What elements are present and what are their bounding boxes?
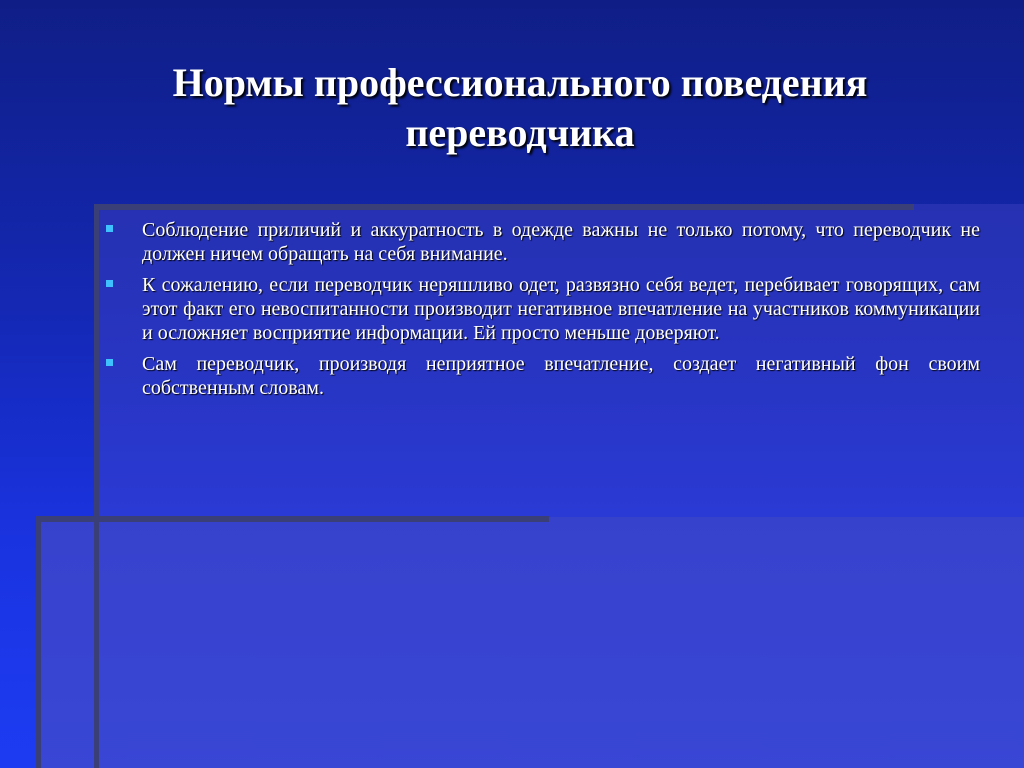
square-bullet-icon	[106, 225, 113, 232]
list-item-text: Сам переводчик, производя неприятное впечатление, создает негативный фон своим собственным словам.	[142, 353, 980, 399]
list-item-text: К сожалению, если переводчик неряшливо одет, развязно себя ведет, перебивает говорящих, сам этот факт его невоспитанности производит негативное впечатление на участников коммуникации и осложняет восприятие информации. Ей просто меньше доверяют.	[142, 274, 980, 344]
decorative-panel-edge	[36, 516, 549, 522]
list-item-text: Соблюдение приличий и аккуратность в одежде важны не только потому, что переводчик не должен ничем обращать на себя внимание.	[142, 219, 980, 265]
decorative-panel-edge	[36, 516, 41, 768]
decorative-panel-edge	[94, 204, 914, 210]
decorative-panel-edge	[94, 204, 99, 768]
bullet-list	[104, 218, 980, 407]
square-bullet-icon	[106, 280, 113, 287]
decorative-panel-lower	[36, 517, 1024, 768]
slide-title-line: Нормы профессионального поведения	[172, 60, 868, 105]
list-item	[104, 218, 980, 266]
list-item	[104, 352, 980, 400]
square-bullet-icon	[106, 359, 113, 366]
slide-title	[60, 58, 980, 158]
slide-title-line: переводчика	[405, 110, 635, 155]
list-item	[104, 273, 980, 345]
